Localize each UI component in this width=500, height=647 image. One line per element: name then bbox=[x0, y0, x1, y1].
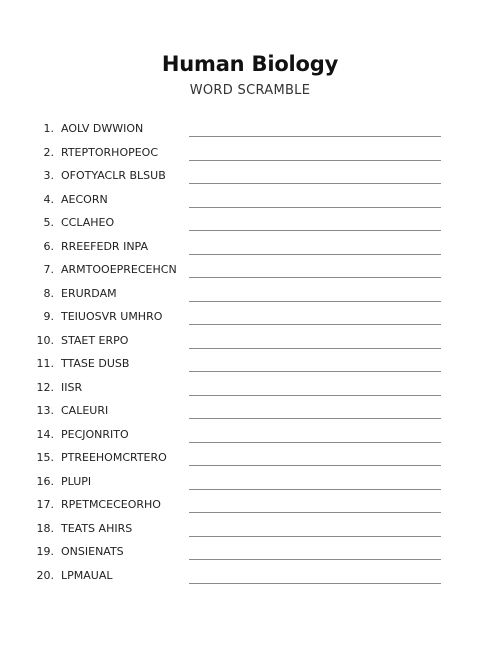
item-number: 19. bbox=[36, 545, 54, 558]
scrambled-word: ARMTOOEPRECEHCN bbox=[61, 263, 177, 276]
scrambled-word: PLUPI bbox=[61, 474, 92, 488]
item-number: 2. bbox=[43, 145, 54, 159]
answer-line bbox=[189, 559, 441, 560]
scrambled-word: STAET ERPO bbox=[61, 333, 129, 347]
list-item bbox=[0, 425, 500, 449]
list-item bbox=[0, 143, 500, 167]
answer-line bbox=[189, 536, 441, 537]
item-number: 12. bbox=[36, 380, 54, 394]
answer-line bbox=[189, 207, 441, 208]
answer-line bbox=[189, 324, 441, 325]
item-number: 11. bbox=[36, 357, 54, 370]
list-item bbox=[0, 566, 500, 590]
list-item bbox=[0, 237, 500, 261]
item-number: 16. bbox=[36, 474, 54, 488]
scrambled-word: CCLAHEO bbox=[61, 216, 115, 229]
list-item bbox=[0, 378, 500, 402]
scrambled-word: LPMAUAL bbox=[61, 568, 113, 582]
scrambled-word: AECORN bbox=[61, 192, 108, 206]
page-title: Human Biology bbox=[161, 52, 339, 76]
scrambled-word: RTEPTORHOPEOC bbox=[61, 145, 159, 159]
answer-line bbox=[189, 583, 441, 584]
scrambled-word: TTASE DUSB bbox=[61, 357, 130, 370]
item-number: 15. bbox=[36, 451, 54, 464]
answer-line bbox=[189, 230, 441, 231]
scrambled-word: RREEFEDR INPA bbox=[61, 239, 149, 253]
scrambled-word: OFOTYACLR BLSUB bbox=[61, 169, 166, 182]
list-item bbox=[0, 495, 500, 519]
list-item bbox=[0, 166, 500, 190]
item-number: 14. bbox=[36, 427, 54, 441]
scrambled-word: RPETMCECEORHO bbox=[61, 498, 161, 511]
item-number: 18. bbox=[36, 521, 54, 535]
page-subtitle: WORD SCRAMBLE bbox=[189, 83, 311, 98]
answer-line bbox=[189, 254, 441, 255]
answer-line bbox=[189, 136, 441, 137]
answer-line bbox=[189, 489, 441, 490]
answer-line bbox=[189, 512, 441, 513]
item-number: 10. bbox=[36, 333, 54, 347]
list-item bbox=[0, 284, 500, 308]
item-number: 1. bbox=[43, 122, 54, 135]
item-number: 3. bbox=[43, 169, 54, 182]
answer-line bbox=[189, 348, 441, 349]
scrambled-word: PTREEHOMCRTERO bbox=[61, 451, 167, 464]
scrambled-word: AOLV DWWION bbox=[61, 122, 144, 135]
item-number: 20. bbox=[36, 568, 54, 582]
answer-line bbox=[189, 465, 441, 466]
item-number: 4. bbox=[43, 192, 54, 206]
list-item bbox=[0, 354, 500, 378]
word-scramble-list bbox=[0, 119, 500, 589]
item-number: 8. bbox=[43, 286, 54, 300]
item-number: 6. bbox=[43, 239, 54, 253]
list-item bbox=[0, 190, 500, 214]
answer-line bbox=[189, 371, 441, 372]
item-number: 17. bbox=[36, 498, 54, 511]
list-item bbox=[0, 331, 500, 355]
answer-line bbox=[189, 183, 441, 184]
list-item bbox=[0, 448, 500, 472]
scrambled-word: ONSIENATS bbox=[61, 545, 124, 558]
list-item bbox=[0, 472, 500, 496]
scrambled-word: TEIUOSVR UMHRO bbox=[61, 310, 163, 323]
list-item bbox=[0, 401, 500, 425]
answer-line bbox=[189, 418, 441, 419]
list-item bbox=[0, 119, 500, 143]
list-item bbox=[0, 519, 500, 543]
scrambled-word: PECJONRITO bbox=[61, 427, 129, 441]
item-number: 9. bbox=[43, 310, 54, 323]
answer-line bbox=[189, 277, 441, 278]
item-number: 5. bbox=[43, 216, 54, 229]
list-item bbox=[0, 260, 500, 284]
scrambled-word: TEATS AHIRS bbox=[61, 521, 133, 535]
answer-line bbox=[189, 301, 441, 302]
answer-line bbox=[189, 442, 441, 443]
item-number: 13. bbox=[36, 404, 54, 417]
item-number: 7. bbox=[43, 263, 54, 276]
list-item bbox=[0, 307, 500, 331]
answer-line bbox=[189, 395, 441, 396]
list-item bbox=[0, 213, 500, 237]
scrambled-word: CALEURI bbox=[61, 404, 109, 417]
list-item bbox=[0, 542, 500, 566]
scrambled-word: ERURDAM bbox=[61, 286, 117, 300]
scrambled-word: IISR bbox=[61, 380, 83, 394]
answer-line bbox=[189, 160, 441, 161]
